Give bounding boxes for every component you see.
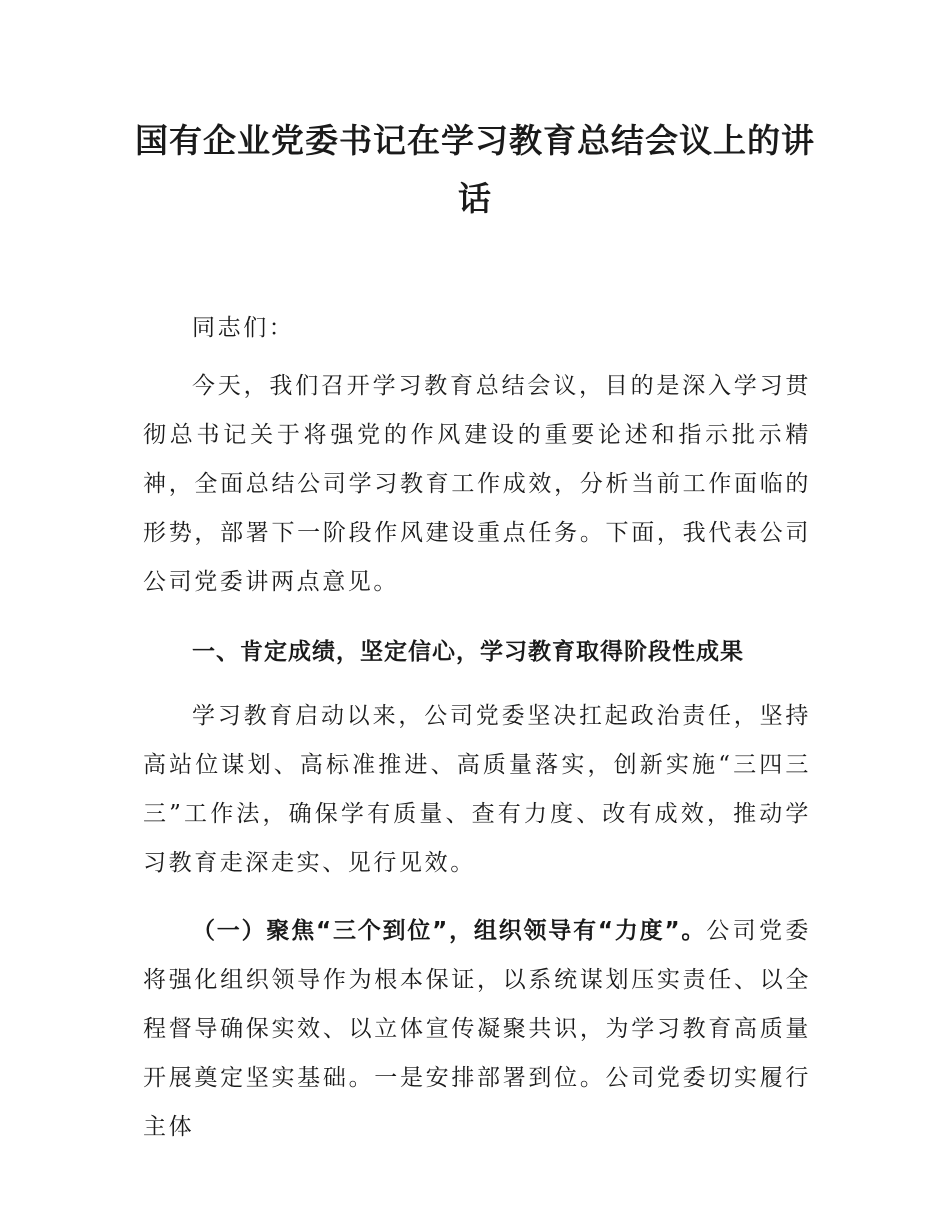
document-title: 国有企业党委书记在学习教育总结会议上的讲话 — [135, 121, 815, 218]
greeting — [143, 304, 811, 353]
subsection-1-text: 公司党委将强化组织领导作为根本保证，以系统谋划压实责任、以全程督导确保实效、以立体宣传凝聚共识，为学习教育高质量开展奠定坚实基础。一是安排部署到位。公司党委切实履行主体 — [143, 918, 812, 1140]
section-1-paragraph: 学习教育启动以来，公司党委坚决扛起政治责任，坚持高站位谋划、高标准推进、高质量落实，创新实施“三四三三”工作法，确保学有质量、查有力度、改有成效，推动学习教育走深走实、见行见效。 — [143, 703, 811, 876]
section-1-heading: 一、肯定成绩，坚定信心，学习教育取得阶段性成果 — [192, 639, 744, 665]
intro-paragraph: 今天，我们召开学习教育总结会议，目的是深入学习贯彻总书记关于将强党的作风建设的重要论述和指示批示精神，全面总结公司学习教育工作成效，分析当前工作面临的形势，部署下一阶段作风建设重点任务。下面，我代表公司公司党委讲两点意见。 — [143, 373, 811, 595]
subsection-1-lead: （一）聚焦“三个到位”，组织领导有“力度”。 — [192, 918, 707, 944]
subsection-1-paragraph — [143, 907, 811, 1152]
greeting-text: 同志们： — [192, 315, 295, 341]
